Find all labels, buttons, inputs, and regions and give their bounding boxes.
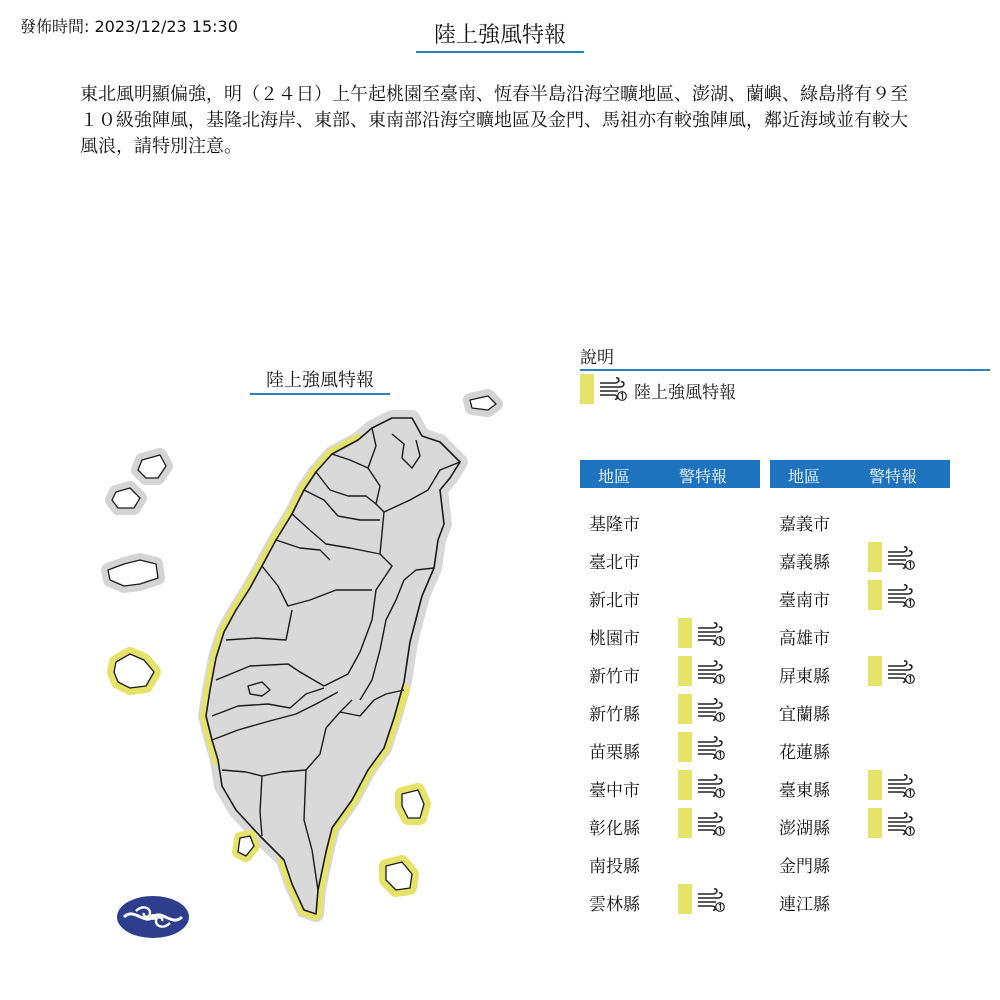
region-row xyxy=(770,728,950,766)
region-name: 屏東縣 xyxy=(779,667,830,687)
cwa-logo xyxy=(116,895,190,939)
region-row xyxy=(580,652,760,690)
region-row xyxy=(770,690,950,728)
taiwan-map xyxy=(0,380,560,960)
strong-wind-icon xyxy=(886,583,916,609)
region-name: 新竹縣 xyxy=(589,705,640,725)
strong-wind-icon xyxy=(696,887,726,913)
strong-wind-icon xyxy=(696,735,726,761)
warning-color-swatch xyxy=(678,808,692,838)
table-header-left xyxy=(580,460,760,488)
region-name: 花蓮縣 xyxy=(779,743,830,763)
map-title: 陸上強風特報 xyxy=(250,366,390,395)
region-name: 澎湖縣 xyxy=(779,819,830,839)
region-name: 新北市 xyxy=(589,591,640,611)
region-row xyxy=(580,766,760,804)
region-name: 彰化縣 xyxy=(589,819,640,839)
strong-wind-icon xyxy=(696,697,726,723)
warning-description: 東北風明顯偏強，明（２４日）上午起桃園至臺南、恆春半島沿海空曠地區、澎湖、蘭嶼、綠島將有９至１０級強陣風，基隆北海岸、東部、東南部沿海空曠地區及金門、馬祖亦有較強陣風，鄰近海域並有較大風浪，請特別注意。 xyxy=(80,84,908,157)
region-row xyxy=(580,614,760,652)
region-row xyxy=(770,576,950,614)
page-title: 陸上強風特報 xyxy=(416,18,584,53)
region-row xyxy=(580,576,760,614)
strong-wind-icon xyxy=(886,659,916,685)
header-region: 地區 xyxy=(598,467,631,486)
header-region: 地區 xyxy=(788,467,821,486)
legend-title: 說明 xyxy=(580,343,990,371)
region-name: 金門縣 xyxy=(779,857,830,877)
issued-time: 發佈時間: 2023/12/23 15:30 xyxy=(20,17,238,36)
region-name: 苗栗縣 xyxy=(589,743,640,763)
warning-color-swatch xyxy=(678,884,692,914)
region-row xyxy=(770,500,950,538)
warning-color-swatch xyxy=(868,808,882,838)
region-name: 桃園市 xyxy=(589,629,640,649)
region-row xyxy=(580,690,760,728)
warning-color-swatch xyxy=(678,732,692,762)
strong-wind-icon xyxy=(598,376,628,402)
region-row xyxy=(580,728,760,766)
region-name: 新竹市 xyxy=(589,667,640,687)
region-name: 南投縣 xyxy=(589,857,640,877)
region-name: 基隆市 xyxy=(589,515,640,535)
warning-color-swatch xyxy=(868,770,882,800)
region-row xyxy=(580,842,760,880)
strong-wind-icon xyxy=(696,659,726,685)
strong-wind-icon xyxy=(886,811,916,837)
legend-label: 陸上強風特報 xyxy=(634,383,736,403)
warning-color-swatch xyxy=(580,374,594,404)
region-row xyxy=(770,804,950,842)
region-row xyxy=(770,880,950,918)
strong-wind-icon xyxy=(886,773,916,799)
region-row xyxy=(580,804,760,842)
region-row xyxy=(580,880,760,918)
warning-color-swatch xyxy=(868,542,882,572)
table-header-right xyxy=(770,460,950,488)
warning-color-swatch xyxy=(868,656,882,686)
region-name: 連江縣 xyxy=(779,895,830,915)
strong-wind-icon xyxy=(886,545,916,571)
region-row xyxy=(580,538,760,576)
warning-color-swatch xyxy=(678,656,692,686)
header-warning: 警特報 xyxy=(869,467,918,486)
strong-wind-icon xyxy=(696,811,726,837)
region-name: 嘉義市 xyxy=(779,515,830,535)
region-row xyxy=(770,614,950,652)
region-name: 雲林縣 xyxy=(589,895,640,915)
warning-color-swatch xyxy=(868,580,882,610)
header-warning: 警特報 xyxy=(679,467,728,486)
region-name: 臺東縣 xyxy=(779,781,830,801)
region-row xyxy=(580,500,760,538)
region-name: 臺北市 xyxy=(589,553,640,573)
region-name: 宜蘭縣 xyxy=(779,705,830,725)
region-row xyxy=(770,766,950,804)
region-name: 臺南市 xyxy=(779,591,830,611)
warning-color-swatch xyxy=(678,770,692,800)
region-name: 高雄市 xyxy=(779,629,830,649)
region-row xyxy=(770,842,950,880)
strong-wind-icon xyxy=(696,621,726,647)
region-row xyxy=(770,538,950,576)
region-row xyxy=(770,652,950,690)
strong-wind-icon xyxy=(696,773,726,799)
region-name: 臺中市 xyxy=(589,781,640,801)
warning-color-swatch xyxy=(678,618,692,648)
region-name: 嘉義縣 xyxy=(779,553,830,573)
warning-color-swatch xyxy=(678,694,692,724)
